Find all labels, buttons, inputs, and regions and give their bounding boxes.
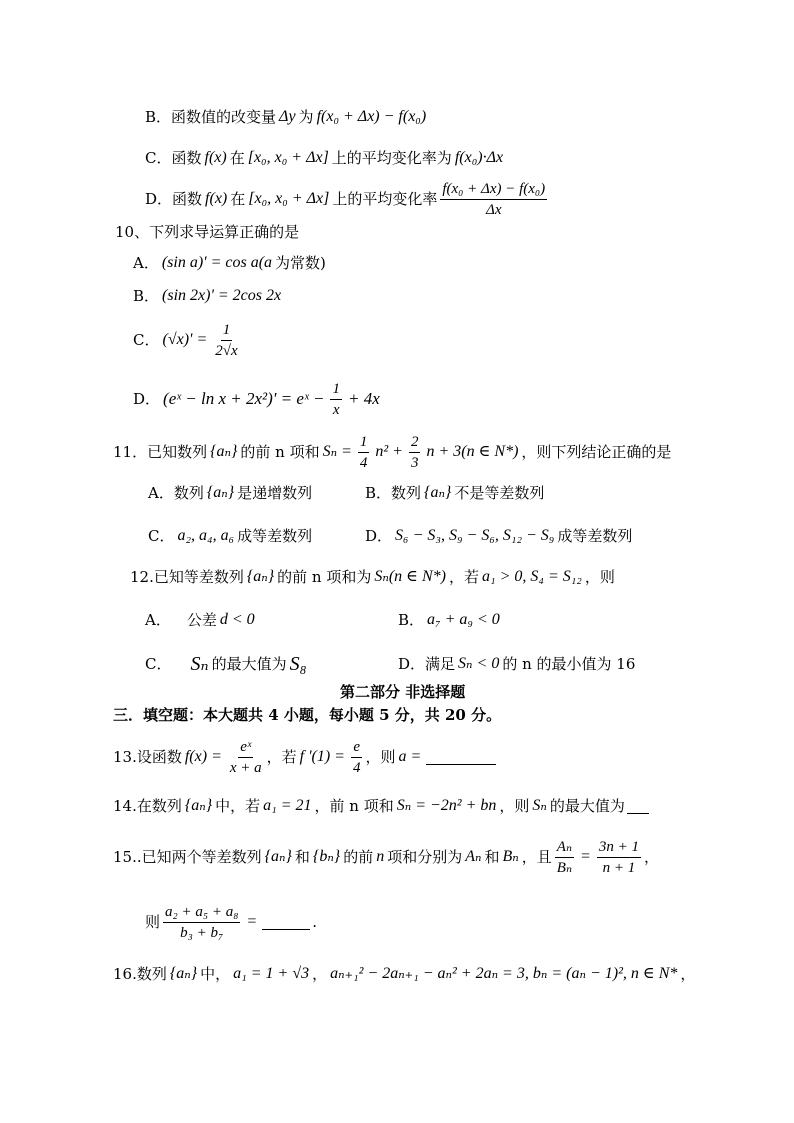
option-text: 上的平均变化率 — [332, 190, 438, 208]
question-text: ，则 — [365, 748, 396, 766]
math-expression: = — [580, 848, 591, 865]
question-text: 的最大值为 — [549, 797, 625, 815]
math-expression: n² + — [375, 443, 403, 460]
question-stem: 10、下列求导运算正确的是 — [115, 223, 300, 241]
question-text: 和 — [484, 848, 500, 866]
option-text: 函数 — [172, 190, 203, 208]
math-expression: f(x₀ + Δx) − f(x₀) — [316, 108, 427, 125]
question-stem-text: 12.已知等差数列 — [130, 568, 244, 586]
fraction-numerator: f(x₀ + Δx) − f(x₀) — [440, 180, 547, 200]
fraction-numerator: e — [351, 738, 362, 758]
option-text: 函数值的改变量 — [171, 108, 277, 126]
math-expression: a₁ > 0, S₄ = S₁₂ — [482, 568, 582, 585]
fraction-denominator: x — [332, 401, 340, 418]
question-stem-text: 11．已知数列 — [113, 443, 208, 461]
question-text: 13.设函数 — [113, 748, 182, 766]
math-expression: Sₙ = — [322, 443, 352, 460]
math-expression: {aₙ} — [206, 484, 235, 501]
answer-blank — [262, 915, 310, 930]
option-label: A． — [145, 611, 171, 629]
math-expression: aₙ₊₁² − 2aₙ₊₁ − aₙ² + 2aₙ = 3, bₙ = (aₙ − 1)², n ∈ N* — [330, 965, 678, 982]
option-text: 的 n 的最小值为 16 — [502, 655, 636, 673]
option-text: 满足 — [425, 655, 456, 673]
question-text: 16.数列 — [113, 965, 167, 983]
option-label: A． — [148, 484, 174, 502]
math-expression: n — [376, 848, 385, 865]
section-heading: 三．填空题：本大题共 4 小题，每小题 5 分，共 20 分。 — [113, 706, 502, 724]
math-expression: (eˣ − ln x + 2x²)' = eˣ − — [163, 389, 325, 408]
fraction-denominator: 4 — [359, 454, 368, 471]
option-label: B． — [145, 108, 172, 126]
q10-option-d — [133, 379, 383, 419]
q9-option-c — [145, 138, 506, 178]
question-text: 和 — [294, 848, 310, 866]
option-text: 成等差数列 — [557, 527, 633, 545]
q12-option-b — [398, 600, 503, 640]
math-expression: Sₙ — [532, 797, 547, 814]
math-expression: S₆ − S₃, S₉ − S₆, S₁₂ − S₉ — [395, 527, 555, 544]
option-text: 不是等差数列 — [454, 484, 545, 502]
question-stem-text: ，则下列结论正确的是 — [521, 443, 672, 461]
math-expression: Bₙ — [502, 848, 519, 865]
math-expression: a = — [398, 748, 422, 765]
q11-option-b — [365, 473, 544, 513]
math-expression: Sₙ(n ∈ N*) — [374, 568, 446, 585]
fraction-numerator: 1 — [330, 380, 342, 400]
fraction-numerator: a₂ + a₅ + a₈ — [163, 903, 240, 923]
q12-option-c — [145, 644, 310, 684]
question-stem-text: 的前 n 项和为 — [277, 568, 372, 586]
question-text: 14.在数列 — [113, 797, 182, 815]
math-expression: Sₙ — [190, 653, 209, 675]
q15-line2 — [145, 902, 317, 942]
option-text: 数列 — [173, 484, 204, 502]
math-expression: {bₙ} — [312, 848, 341, 865]
question-text: 项和分别为 — [387, 848, 463, 866]
math-expression: Sₙ < 0 — [458, 655, 500, 672]
option-label: C． — [145, 149, 172, 167]
question-text: 的前 — [343, 848, 374, 866]
option-label: D． — [145, 190, 173, 208]
math-expression: f(x) — [204, 149, 227, 166]
fraction — [597, 838, 641, 877]
q12-stem — [130, 557, 615, 597]
answer-blank — [627, 799, 649, 814]
fraction-denominator: n + 1 — [602, 859, 636, 876]
math-expression: Δy — [279, 108, 296, 125]
option-text: 上的平均变化率为 — [331, 149, 452, 167]
fraction — [351, 738, 363, 777]
q14 — [113, 786, 651, 826]
option-label: C． — [148, 527, 175, 545]
question-text: 15..已知两个等差数列 — [113, 848, 262, 866]
fraction — [163, 903, 240, 942]
math-expression: n + 3(n ∈ N*) — [426, 443, 519, 460]
fraction — [358, 433, 370, 472]
math-expression: {aₙ} — [264, 848, 292, 865]
question-text: ，且 — [521, 848, 552, 866]
question-text: ， — [643, 848, 659, 866]
fraction-numerator: eˣ — [238, 738, 253, 758]
math-expression: [x₀, x₀ + Δx] — [247, 149, 329, 166]
option-label: A． — [133, 254, 159, 272]
question-text: ， — [312, 965, 328, 983]
fraction-numerator: Aₙ — [555, 838, 574, 858]
option-text: 的最大值为 — [211, 655, 287, 673]
option-label: D． — [365, 527, 393, 545]
option-text: 为 — [298, 108, 314, 126]
math-expression: (sin a)' = cos a(a — [161, 254, 273, 271]
fraction — [555, 838, 574, 877]
option-text: 函数 — [171, 149, 202, 167]
option-text: 为常数) — [275, 254, 326, 272]
option-text: 数列 — [391, 484, 422, 502]
math-expression: a₁ = 21 — [263, 797, 312, 814]
math-expression: = — [246, 913, 258, 930]
q10-option-c — [133, 320, 243, 360]
answer-blank — [426, 750, 496, 765]
fraction — [330, 380, 342, 419]
option-label: D． — [398, 655, 426, 673]
section-heading: 第二部分 非选择题 — [340, 683, 466, 701]
question-text: ， — [680, 965, 696, 983]
q11-stem — [113, 432, 671, 472]
question-text: 则 — [145, 913, 161, 931]
fraction-denominator: b₃ + b₇ — [180, 924, 224, 941]
math-expression: d < 0 — [219, 611, 255, 628]
question-text: 中， — [200, 965, 231, 983]
question-text: 中，若 — [215, 797, 261, 815]
fraction-numerator: 3n + 1 — [597, 838, 641, 858]
option-label: C． — [145, 655, 172, 673]
question-text: ，前 n 项和 — [314, 797, 394, 815]
fraction-denominator: Bₙ — [556, 859, 573, 876]
fraction — [228, 738, 264, 777]
math-expression: a₁ = 1 + √3 — [233, 965, 310, 982]
q11-option-c — [148, 516, 312, 556]
question-stem-text: ，若 — [449, 568, 480, 586]
math-expression: a₇ + a₉ < 0 — [427, 611, 500, 628]
option-text: 是递增数列 — [237, 484, 313, 502]
section3-title — [113, 695, 501, 735]
option-text: 公差 — [186, 611, 217, 629]
math-expression: f '(1) = — [299, 748, 345, 765]
fraction-numerator: 2 — [409, 433, 421, 453]
math-expression: {aₙ} — [210, 443, 238, 460]
math-expression: f(x) = — [184, 748, 222, 765]
question-text: ，则 — [499, 797, 530, 815]
option-text: 成等差数列 — [237, 527, 313, 545]
option-label: B． — [398, 611, 425, 629]
math-expression: f(x) — [205, 190, 228, 207]
fraction-numerator: 1 — [358, 433, 370, 453]
math-expression: + 4x — [347, 389, 380, 408]
option-text: 在 — [229, 149, 245, 167]
math-expression: a₂, a₄, a₆ — [177, 527, 235, 544]
option-text: 在 — [230, 190, 246, 208]
option-label: B． — [365, 484, 392, 502]
math-expression: {aₙ} — [246, 568, 275, 585]
fraction-denominator: 3 — [410, 454, 419, 471]
fraction — [440, 180, 547, 219]
option-label: D． — [133, 390, 161, 408]
fraction-denominator: 4 — [352, 759, 361, 776]
question-stem-text: ，则 — [584, 568, 615, 586]
fraction — [409, 433, 421, 472]
fraction-denominator: x + a — [229, 759, 262, 776]
q13 — [113, 737, 498, 777]
math-expression: [x₀, x₀ + Δx] — [248, 190, 330, 207]
math-expression: S₈ — [289, 653, 307, 675]
math-expression: Aₙ — [465, 848, 482, 865]
question-text: ，若 — [266, 748, 297, 766]
math-expression: (√x)' = — [162, 331, 208, 348]
q12-option-a — [145, 600, 258, 640]
fraction-numerator: 1 — [221, 321, 233, 341]
question-text: . — [312, 913, 317, 931]
math-expression: f(x₀)·Δx — [454, 149, 504, 166]
q11-option-a — [148, 473, 312, 513]
math-expression: Sₙ = −2n² + bn — [396, 797, 497, 814]
q11-option-d — [365, 516, 632, 556]
math-expression: {aₙ} — [184, 797, 213, 814]
math-expression: (sin 2x)' = 2cos 2x — [162, 287, 282, 304]
fraction-denominator: 2√x — [215, 342, 238, 359]
q15-line1 — [113, 837, 659, 877]
q16 — [113, 954, 695, 994]
q10-option-b — [133, 276, 284, 316]
fraction-denominator: Δx — [486, 201, 502, 218]
q9-option-b — [145, 97, 429, 137]
option-label: C． — [133, 331, 160, 349]
option-label: B． — [133, 287, 160, 305]
math-expression: {aₙ} — [424, 484, 452, 501]
math-expression: {aₙ} — [169, 965, 198, 982]
fraction — [213, 321, 239, 360]
question-stem-text: 的前 n 项和 — [240, 443, 320, 461]
